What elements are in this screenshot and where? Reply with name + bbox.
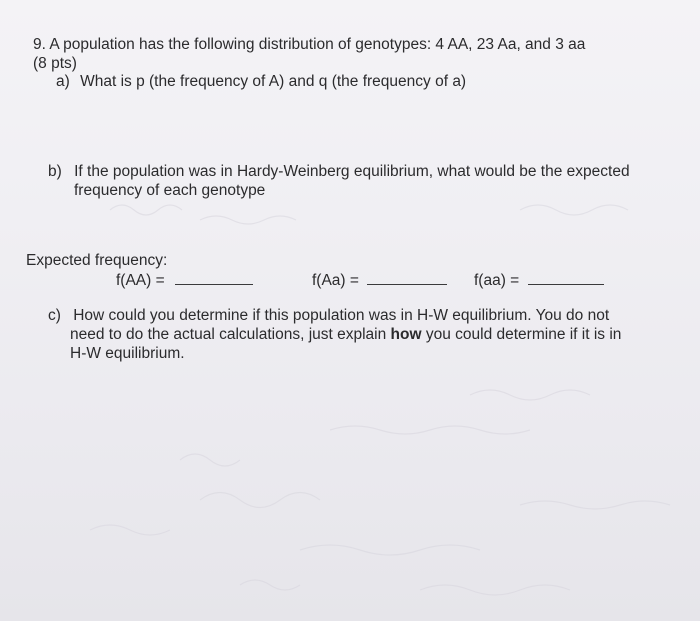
f-aa-answer-blank[interactable] — [528, 270, 604, 285]
f-aa-row — [474, 270, 604, 290]
f-aa-label: f(aa) = — [474, 272, 520, 289]
part-b-line2: frequency of each genotype — [74, 182, 266, 199]
f-Aa-label: f(Aa) = — [312, 272, 359, 289]
expected-frequency-heading: Expected frequency: — [26, 252, 168, 269]
part-c-line2 — [70, 325, 621, 344]
f-AA-label: f(AA) = — [116, 272, 165, 289]
f-AA-row — [116, 270, 253, 290]
part-c — [48, 306, 609, 325]
part-a-label: a) — [56, 73, 70, 90]
question-stem — [33, 35, 585, 54]
part-c-line2-post: you could determine if it is in — [421, 326, 622, 343]
f-Aa-row — [312, 270, 447, 290]
part-c-line2-bold: how — [390, 326, 422, 343]
part-b — [48, 162, 630, 181]
question-points: (8 pts) — [33, 55, 77, 72]
question-stem-text: A population has the following distribution of genotypes: 4 AA, 23 Aa, and 3 aa — [49, 36, 586, 53]
part-b-label: b) — [48, 163, 62, 180]
part-a-text: What is p (the frequency of A) and q (the frequency of a) — [80, 73, 467, 90]
part-c-line1: How could you determine if this population was in H-W equilibrium. You do not — [73, 307, 610, 324]
part-b-line1: If the population was in Hardy-Weinberg equilibrium, what would be the expected — [74, 163, 630, 180]
f-AA-answer-blank[interactable] — [175, 270, 253, 285]
part-a — [56, 72, 466, 91]
part-c-label: c) — [48, 307, 61, 324]
f-Aa-answer-blank[interactable] — [367, 270, 447, 285]
question-number: 9. — [33, 36, 46, 53]
part-c-line3: H-W equilibrium. — [70, 345, 185, 362]
part-c-line2-pre: need to do the actual calculations, just explain — [70, 326, 391, 343]
